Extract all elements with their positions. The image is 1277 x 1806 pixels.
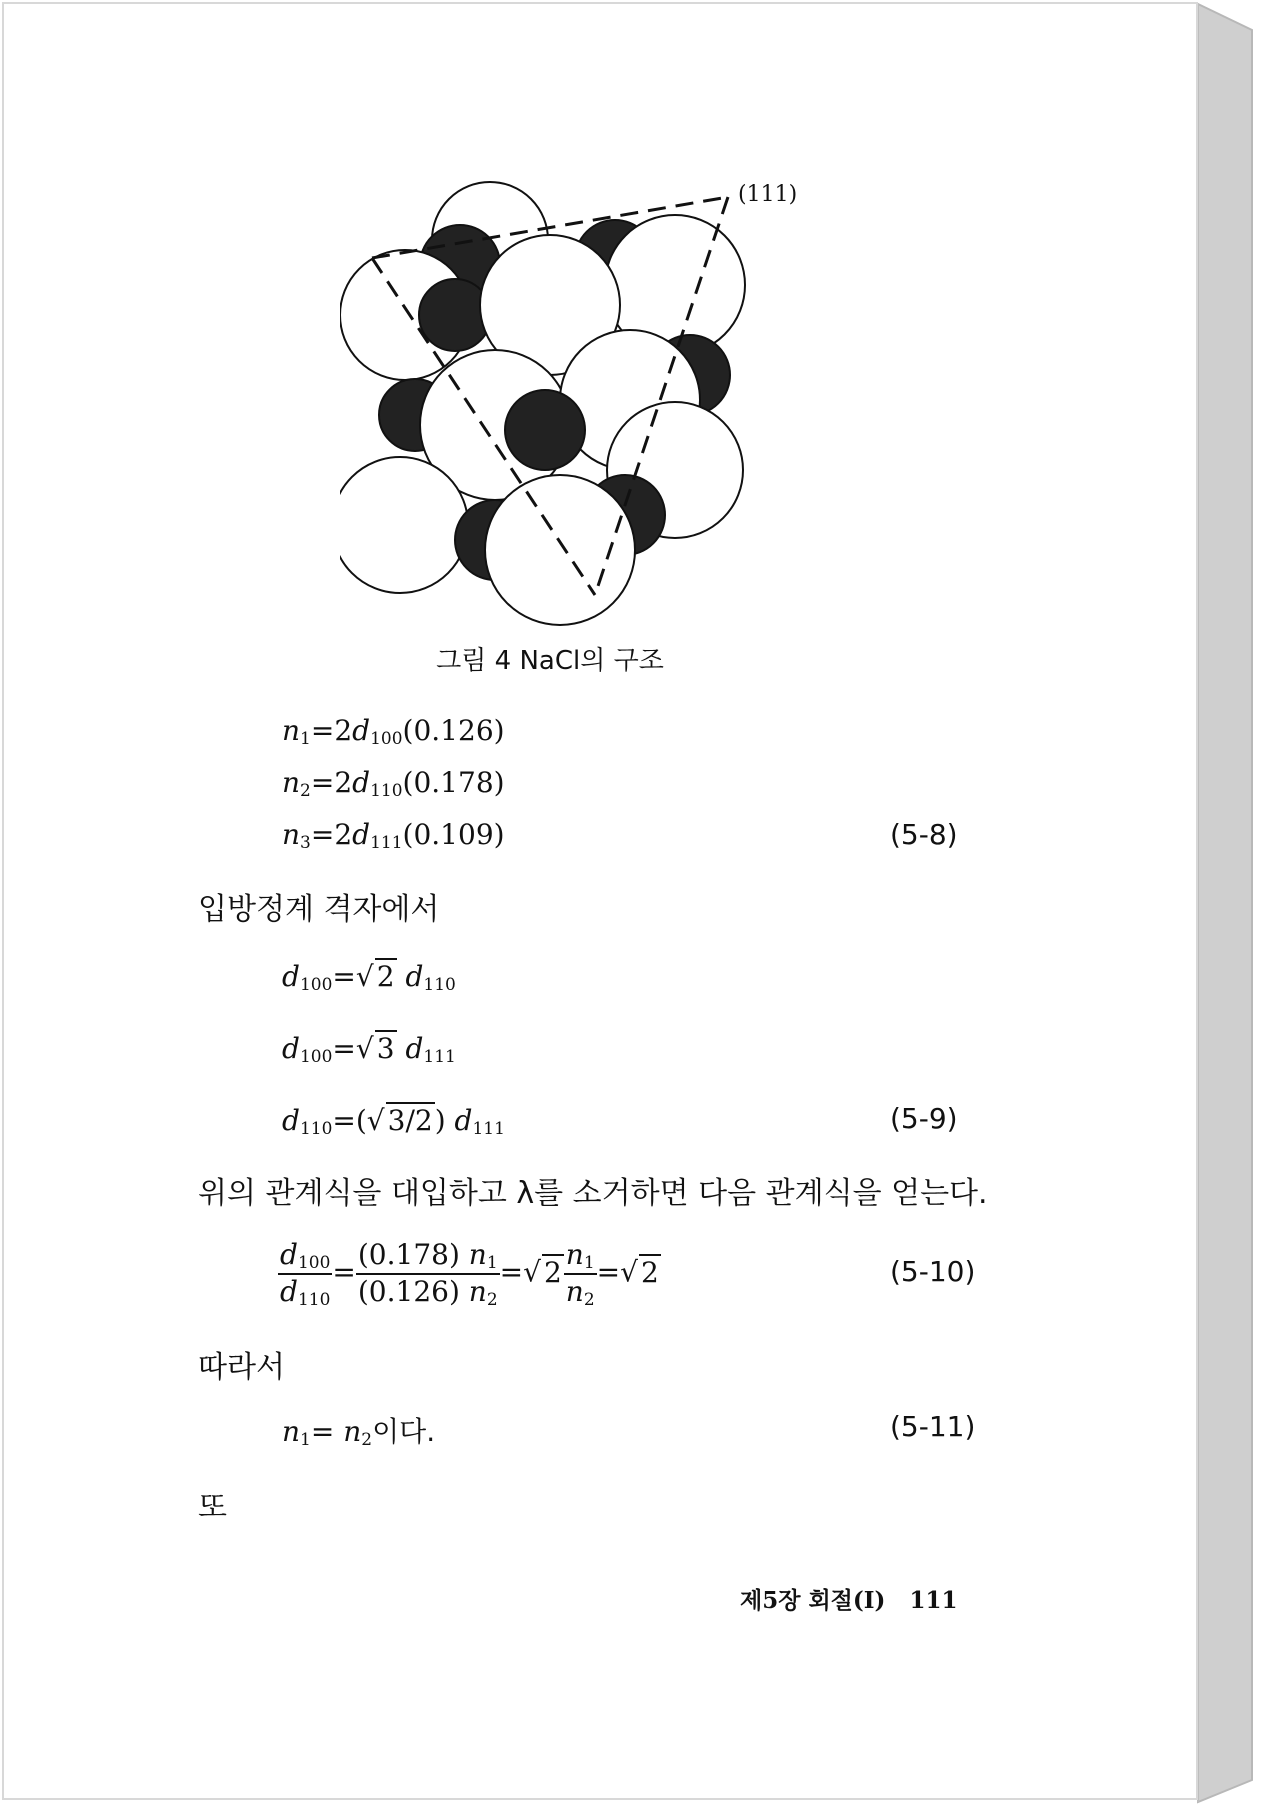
eq-number-5-9: (5-9) <box>890 1102 958 1135</box>
eq-5-8-line2: $n_2=2d_{110}(0.178)$ <box>282 766 505 801</box>
page-number: 111 <box>909 1587 958 1614</box>
figure-caption: 그림 4 NaCl의 구조 <box>436 646 664 676</box>
eq-5-8-line3: $n_3=2d_{111}(0.109)$ <box>282 818 505 853</box>
eq-5-9-line1: $d_{100}=√$ 2 $d_{110}$ <box>282 960 456 995</box>
nacl-structure-figure <box>340 175 800 635</box>
text-substitute: 위의 관계식을 대입하고 λ를 소거하면 다음 관계식을 얻는다. <box>198 1176 988 1211</box>
eq-5-9-line2: $d_{100}=√$ 3 $d_{111}$ <box>282 1032 456 1067</box>
chapter-title: 제5장 회절(Ⅰ) <box>740 1587 886 1614</box>
fraction-n1-n2: $\frac{n_1}{n_2}$ <box>565 1238 595 1310</box>
eq-5-9-line3: $d_{110}=(√$ 3/2) $d_{111}$ <box>282 1104 505 1139</box>
fraction-d100-d110: $\frac{d_{100}}{d_{110}}$ <box>280 1238 331 1310</box>
eq-number-5-10: (5-10) <box>890 1255 976 1288</box>
plane-label: (111) <box>738 182 798 207</box>
eq-number-5-8: (5-8) <box>890 818 958 851</box>
eq-5-10: $\frac{d_{100}}{d_{110}}$ = $\frac{(0.178) n_1}{(0.126) n_2}$ =√ 2 $\frac{n_1}{n_2}$ =√ 2 <box>280 1238 659 1310</box>
fraction-values: $\frac{(0.178) n_1}{(0.126) n_2}$ <box>357 1238 498 1310</box>
text-cubic-lattice: 입방정계 격자에서 <box>198 892 440 927</box>
text-therefore: 따라서 <box>198 1350 285 1385</box>
eq-5-11: $n_1= n_2$이다. <box>282 1415 436 1450</box>
page-footer <box>740 1582 957 1615</box>
eq-number-5-11: (5-11) <box>890 1410 976 1443</box>
text-also: 또 <box>198 1490 227 1525</box>
eq-5-8-line1: $n_1=2d_{100}(0.126)$ <box>282 714 505 749</box>
